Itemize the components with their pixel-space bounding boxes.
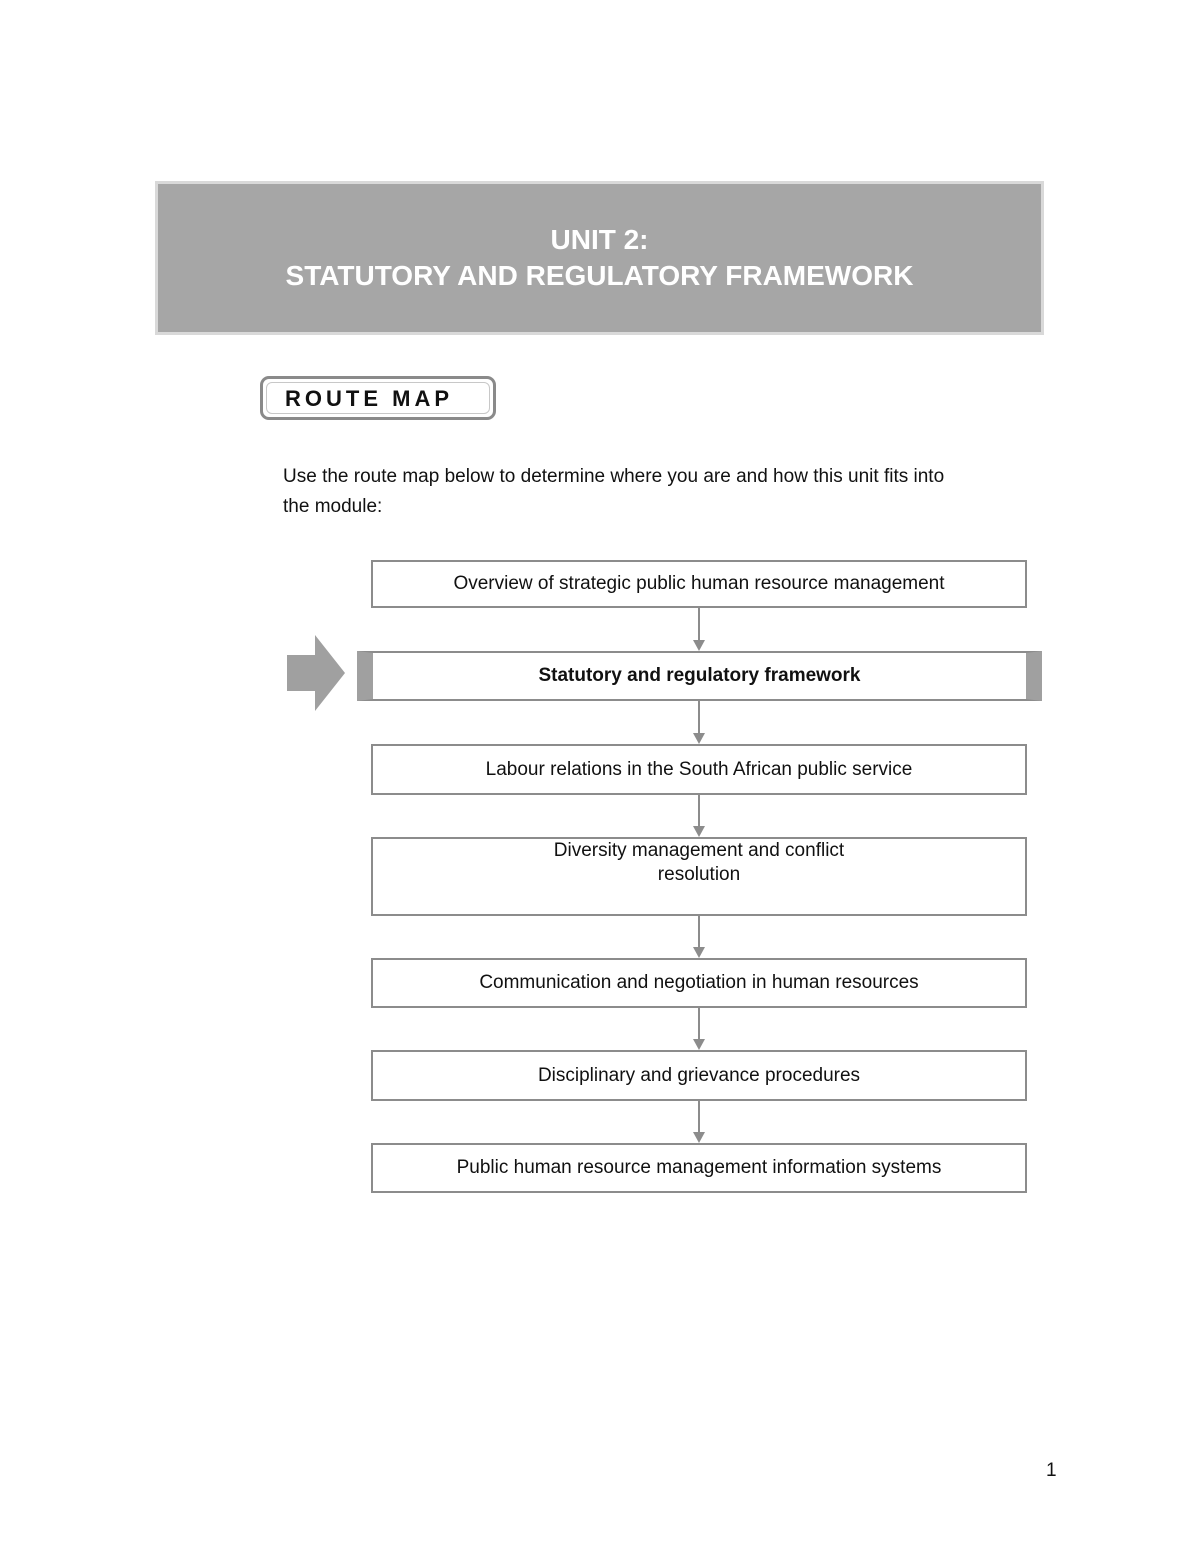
route-step-diversity (371, 837, 1027, 916)
route-step-overview (371, 560, 1027, 608)
route-step-label: Public human resource management information systems (456, 1157, 942, 1178)
route-step-label-line-2: resolution (657, 864, 741, 885)
down-arrow-icon (690, 1101, 708, 1144)
route-step-labour-relations (371, 744, 1027, 795)
route-step-label: Disciplinary and grievance procedures (537, 1064, 861, 1086)
down-arrow-icon (690, 795, 708, 838)
route-step-label: Labour relations in the South African public service (485, 758, 913, 780)
down-arrow-icon (690, 1008, 708, 1051)
intro-line-1: Use the route map below to determine where you are and how this unit fits into (283, 466, 945, 487)
route-step-label: Communication and negotiation in human resources (479, 972, 919, 993)
unit-title-banner (155, 181, 1044, 335)
down-arrow-icon (690, 916, 708, 959)
route-map-label: ROUTE MAP (285, 386, 453, 411)
route-map-intro (283, 462, 1063, 522)
down-arrow-icon (690, 608, 708, 652)
route-step-label-line-1: Diversity management and conflict (553, 840, 845, 861)
down-arrow-icon (690, 701, 708, 745)
right-arrow-icon (285, 633, 347, 713)
route-step-communication (371, 958, 1027, 1008)
route-step-information-systems (371, 1143, 1027, 1193)
route-step-disciplinary (371, 1050, 1027, 1101)
intro-line-2: the module: (283, 496, 383, 517)
route-step-label: Overview of strategic public human resource management (453, 573, 945, 594)
page-number: 1 (1046, 1460, 1057, 1481)
route-step-statutory-current (357, 651, 1042, 701)
route-step-label: Statutory and regulatory framework (538, 665, 861, 686)
unit-number: UNIT 2: (550, 224, 649, 255)
route-map-tag (260, 376, 496, 420)
unit-title: STATUTORY AND REGULATORY FRAMEWORK (285, 260, 914, 291)
